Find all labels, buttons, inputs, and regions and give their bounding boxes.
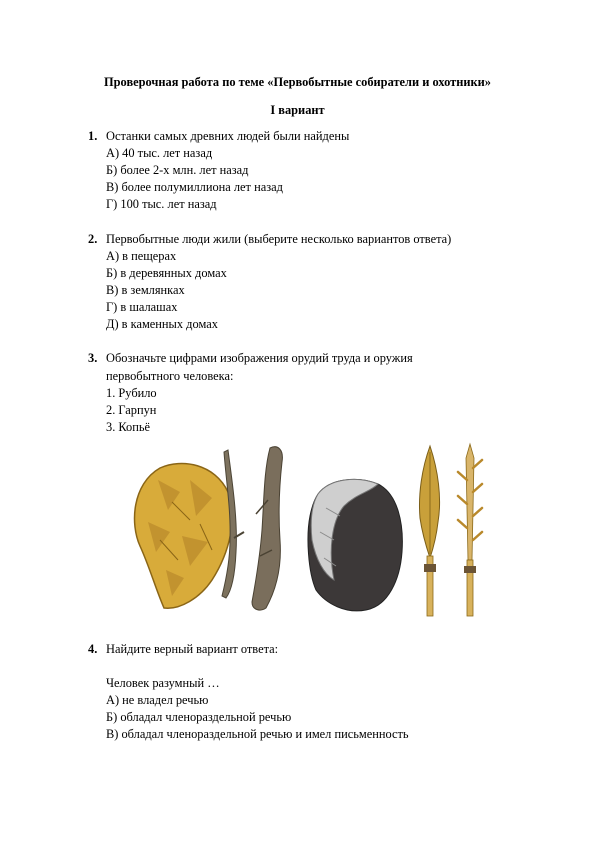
answer-option: В) обладал членораздельной речью и имел письменность bbox=[106, 727, 409, 741]
chopper-image bbox=[308, 479, 402, 610]
question-text: Обозначьте цифрами изображения орудий труда и оружия bbox=[106, 351, 413, 365]
answer-option: В) в землянках bbox=[106, 283, 185, 297]
question-number: 1. bbox=[88, 129, 98, 143]
list-item: 3. Копьё bbox=[106, 420, 151, 434]
question-1 bbox=[88, 128, 349, 145]
variant-heading: I вариант bbox=[270, 103, 325, 117]
answer-option: Б) обладал членораздельной речью bbox=[106, 710, 292, 724]
club-image bbox=[252, 447, 282, 610]
question-text: Первобытные люди жили (выберите несколько вариантов ответа) bbox=[106, 232, 452, 246]
answer-option: Б) в деревянных домах bbox=[106, 266, 227, 280]
answer-option: А) 40 тыс. лет назад bbox=[106, 146, 213, 160]
question-2 bbox=[88, 231, 451, 248]
answer-option: Б) более 2-х млн. лет назад bbox=[106, 163, 249, 177]
list-item: 1. Рубило bbox=[106, 386, 157, 400]
hand-axe-image bbox=[135, 463, 233, 608]
answer-option: В) более полумиллиона лет назад bbox=[106, 180, 283, 194]
question-text: Найдите верный вариант ответа: bbox=[106, 642, 279, 656]
question-number: 4. bbox=[88, 642, 98, 656]
question-text-continued: первобытного человека: bbox=[106, 369, 234, 383]
question-3 bbox=[88, 350, 413, 367]
answer-option: Г) 100 тыс. лет назад bbox=[106, 197, 217, 211]
answer-option: А) в пещерах bbox=[106, 249, 177, 263]
answer-option: Г) в шалашах bbox=[106, 300, 178, 314]
question-4 bbox=[88, 641, 278, 658]
tools-illustration bbox=[120, 440, 490, 620]
page-title: Проверочная работа по теме «Первобытные собиратели и охотники» bbox=[104, 75, 491, 89]
question-number: 2. bbox=[88, 232, 98, 246]
harpoon-image bbox=[458, 444, 482, 616]
answer-option: А) не владел речью bbox=[106, 693, 209, 707]
spear-image bbox=[419, 446, 439, 616]
answer-option: Д) в каменных домах bbox=[106, 317, 218, 331]
question-text: Останки самых древних людей были найдены bbox=[106, 129, 350, 143]
question-stem: Человек разумный … bbox=[106, 676, 220, 690]
question-number: 3. bbox=[88, 351, 98, 365]
list-item: 2. Гарпун bbox=[106, 403, 157, 417]
